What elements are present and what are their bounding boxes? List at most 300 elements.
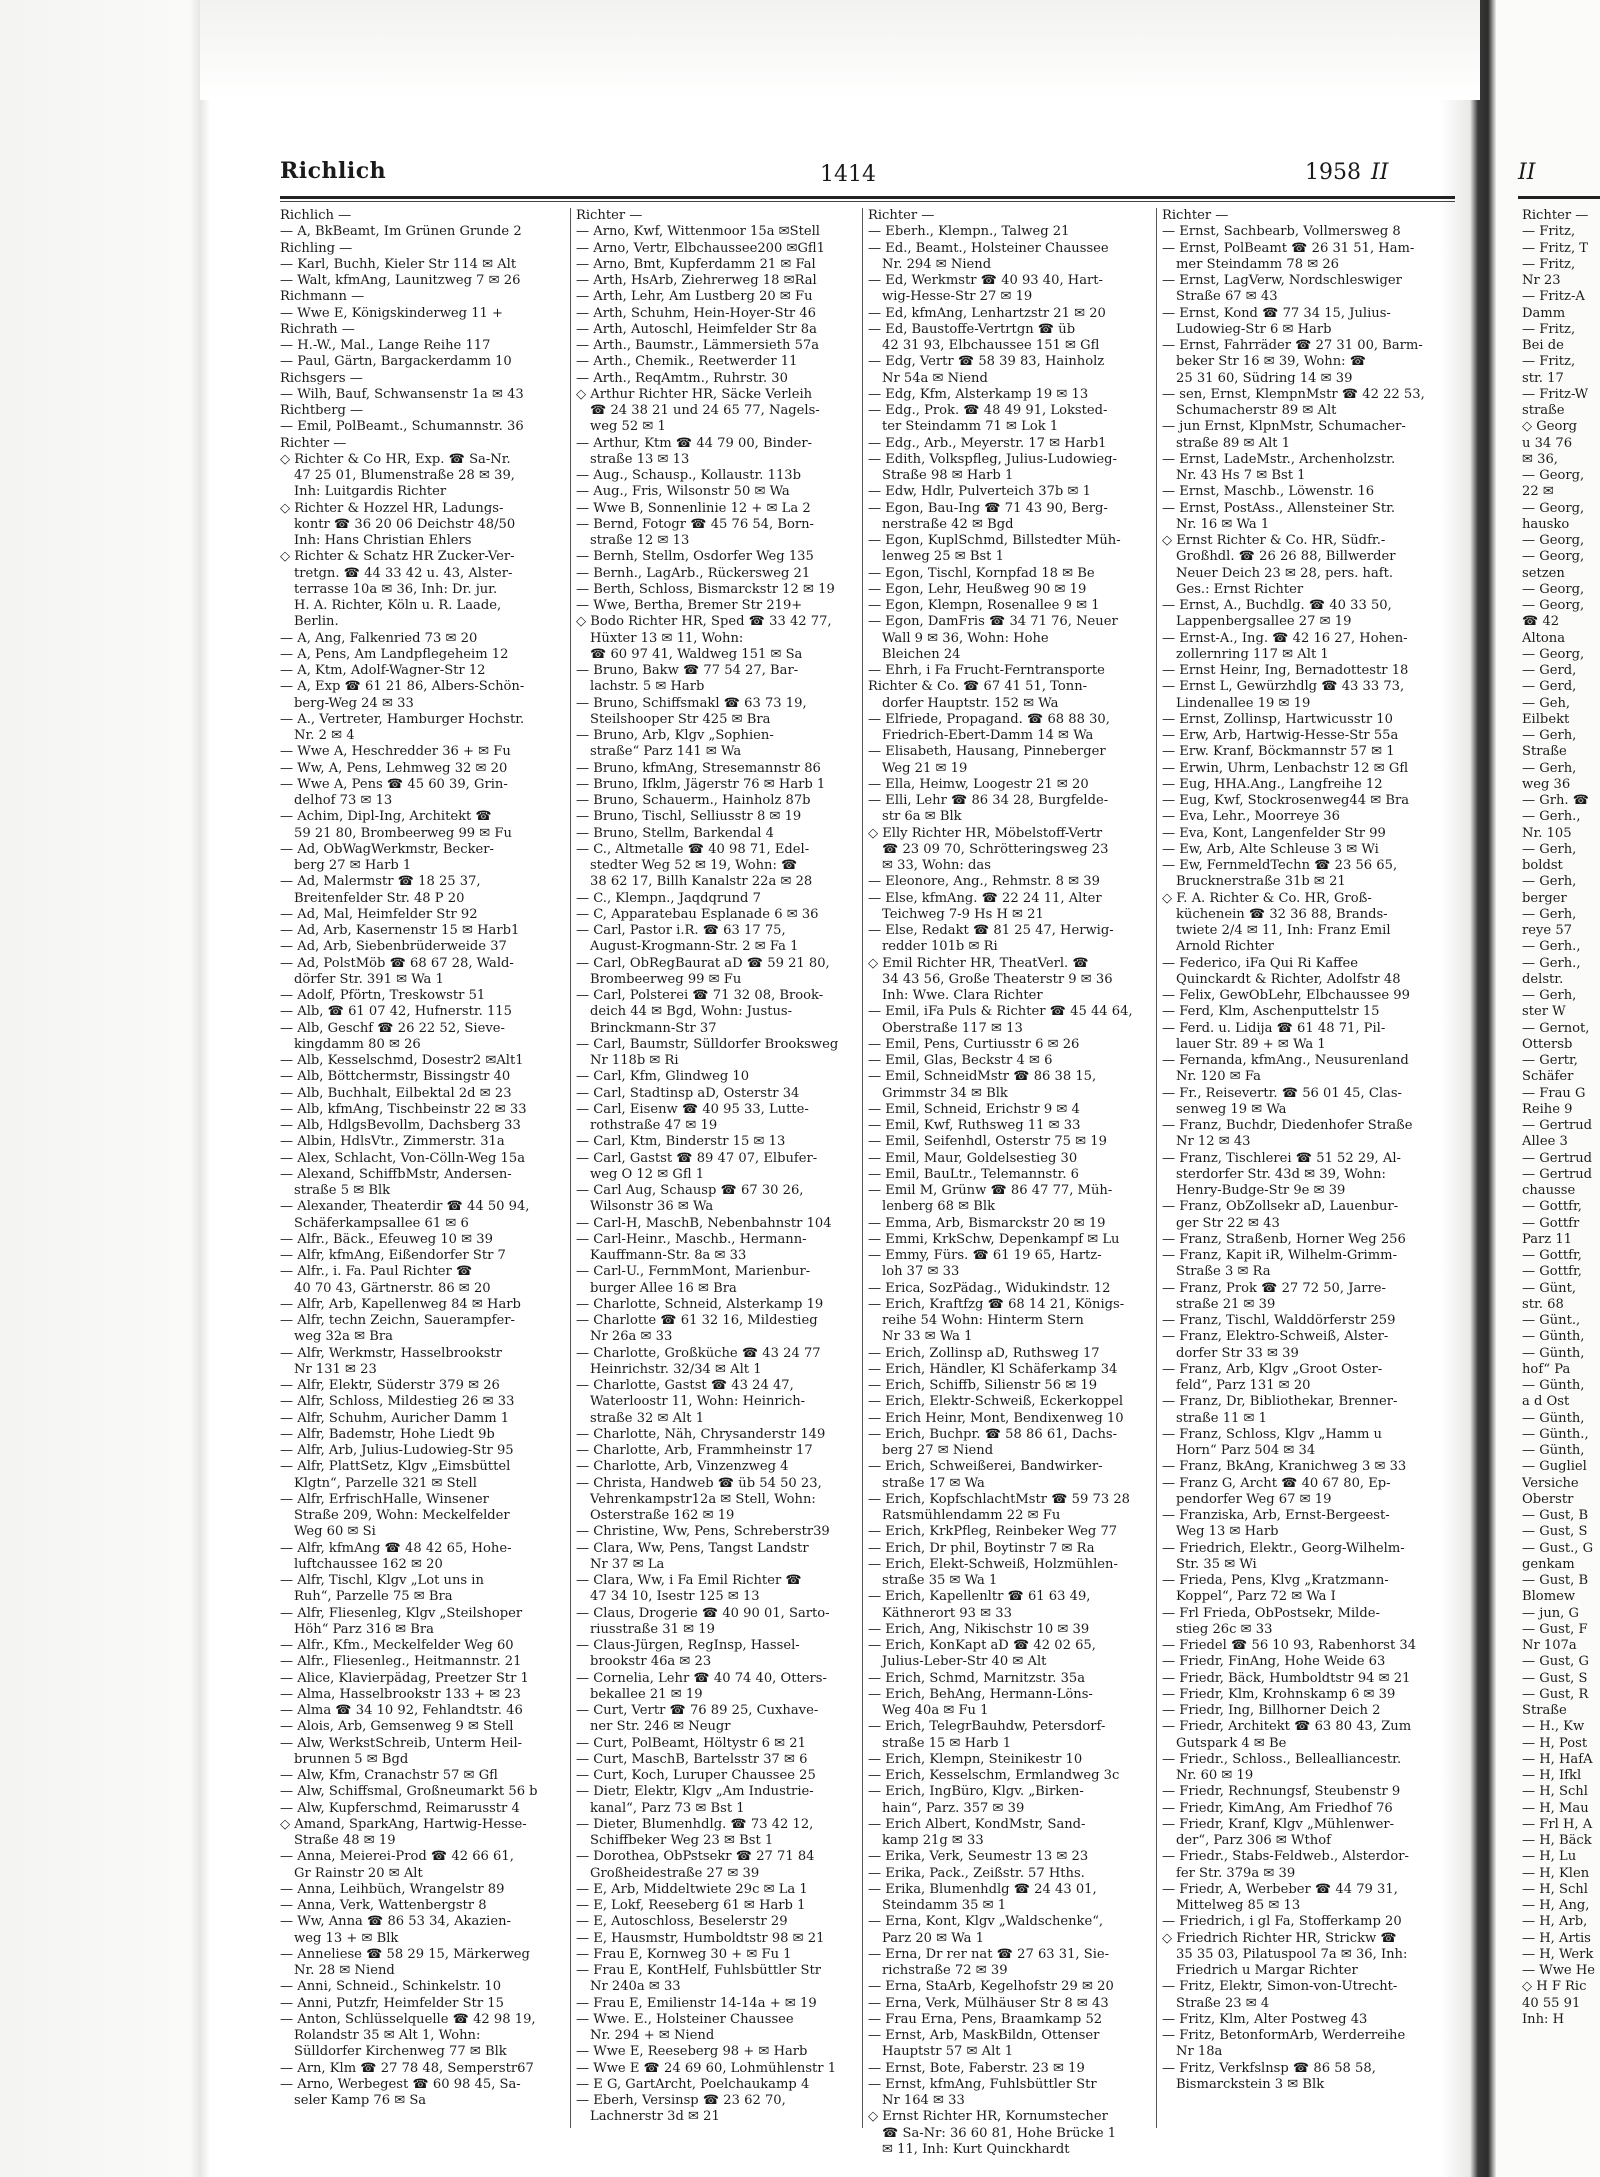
directory-entry-line: — Eva, Kont, Langenfelder Str 99 — [1162, 825, 1386, 841]
directory-entry-line: — Wwe He — [1522, 1963, 1596, 1978]
directory-entry-line: — H, HafA — [1522, 1751, 1593, 1767]
directory-entry-line: — Gerh, — [1522, 841, 1577, 857]
directory-entry-line: str. 68 — [1522, 1296, 1564, 1312]
directory-entry-line: — H, Ang, — [1522, 1898, 1590, 1913]
column-divider — [1156, 208, 1157, 2128]
directory-entry-line: Inh: Luitgardis Richter — [294, 484, 447, 500]
directory-entry-line: — Edg, Kfm, Alsterkamp 19 ✉ 13 — [868, 386, 1089, 402]
directory-entry-line: — Paul, Gärtn, Bargackerdamm 10 — [280, 354, 512, 370]
directory-entry-line: luftchaussee 162 ✉ 20 — [294, 1556, 443, 1572]
directory-entry-line: — Alfr, Schuhm, Auricher Damm 1 — [280, 1410, 510, 1426]
directory-entry-line: — Arth., ReqAmtm., Ruhrstr. 30 — [576, 370, 788, 386]
directory-entry-line: u 34 76 — [1522, 435, 1573, 451]
directory-entry-line: — Alfr, techn Zeichn, Sauerampfer- — [280, 1313, 515, 1328]
directory-entry-line: — Anneliese ☎ 58 29 15, Märkerweg — [280, 1946, 530, 1962]
directory-entry-line: Richter & Co. ☎ 67 41 51, Tonn- — [868, 679, 1088, 695]
directory-entry-line: — Frl Frieda, ObPostsekr, Milde- — [1162, 1605, 1380, 1621]
directory-entry-line: Höh“ Parz 316 ✉ Bra — [294, 1621, 434, 1637]
directory-entry-line: Nr 33 ✉ Wa 1 — [882, 1329, 973, 1345]
directory-entry-line: — Carl, ObRegBaurat aD ☎ 59 21 80, — [576, 955, 830, 971]
directory-entry-line: — Arth, Lehr, Am Lustberg 20 ✉ Fu — [576, 289, 813, 305]
directory-entry-line: — Gerh, — [1522, 760, 1577, 776]
directory-entry-line: Kauffmann-Str. 8a ✉ 33 — [590, 1248, 747, 1263]
directory-entry-line: Straße — [1522, 1703, 1567, 1718]
directory-entry-line: twiete 2/4 ✉ 11, Inh: Franz Emil — [1176, 923, 1391, 938]
directory-entry-line: Versiche — [1522, 1475, 1579, 1491]
directory-entry-line: — Ernst, Fahrräder ☎ 27 31 00, Barm- — [1162, 338, 1423, 353]
directory-entry-line: — Emmy, Fürs. ☎ 61 19 65, Hartz- — [868, 1248, 1102, 1263]
directory-entry-line: — Ad, Mal, Heimfelder Str 92 — [280, 906, 478, 922]
directory-entry-line: — Albin, HdlsVtr., Zimmerstr. 31a — [280, 1134, 505, 1150]
directory-entry-line: — Gerh, — [1522, 874, 1577, 890]
directory-entry-line: Hauptstr 57 ✉ Alt 1 — [882, 2044, 1014, 2060]
directory-entry-line: — Egon, Klempn, Rosenallee 9 ✉ 1 — [868, 598, 1100, 613]
directory-entry-line: — Ernst, PolBeamt ☎ 26 31 51, Ham- — [1162, 240, 1415, 256]
directory-entry-line: Klgtn“, Parzelle 321 ✉ Stell — [294, 1475, 477, 1491]
directory-entry-line: — Erich, Kraftfzg ☎ 68 14 21, Königs- — [868, 1296, 1125, 1312]
directory-entry-line: — Charlotte, Arb, Frammheinstr 17 — [576, 1443, 813, 1458]
directory-entry-line: — Alb, HdlgsBevollm, Dachsberg 33 — [280, 1118, 521, 1133]
column-divider — [862, 208, 863, 2128]
directory-entry-line: — Ferd. u. Lidija ☎ 61 48 71, Pil- — [1162, 1020, 1386, 1036]
directory-entry-line: — A, Ktm, Adolf-Wagner-Str 12 — [280, 663, 486, 678]
directory-entry-line: ◇ Richter & Hozzel HR, Ladungs- — [280, 500, 504, 516]
directory-entry-line: ☎ 23 09 70, Schrötteringsweg 23 — [882, 841, 1109, 857]
directory-entry-line: stieg 26c ✉ 33 — [1176, 1621, 1273, 1637]
directory-entry-line: straße 35 ✉ Wa 1 — [882, 1573, 998, 1588]
directory-entry-line: — Edg., Prok. ☎ 48 49 91, Loksted- — [868, 403, 1108, 418]
directory-entry-line: — Charlotte, Gastst ☎ 43 24 47, — [576, 1378, 794, 1393]
directory-entry-line: Koppel“, Parz 72 ✉ Wa I — [1176, 1589, 1336, 1605]
directory-entry-line: Nr. 2 ✉ 4 — [294, 728, 355, 743]
directory-entry-line: loh 37 ✉ 33 — [882, 1264, 960, 1280]
directory-entry-line: 47 25 01, Blumenstraße 28 ✉ 39, — [294, 468, 515, 483]
directory-entry-line: — Emma, Arb, Bismarckstr 20 ✉ 19 — [868, 1215, 1106, 1231]
directory-entry-line: — Emil M, Grünw ☎ 86 47 77, Müh- — [868, 1183, 1113, 1198]
directory-entry-line: — Alfr, kfmAng ☎ 48 42 65, Hohe- — [280, 1540, 512, 1556]
directory-entry-line: — Anna, Leihbüch, Wrangelstr 89 — [280, 1881, 505, 1897]
directory-entry-line: — Gust, F — [1522, 1621, 1588, 1637]
directory-entry-line: Grimmstr 34 ✉ Blk — [882, 1085, 1008, 1101]
directory-entry-line: — Alfr, Werkmstr, Hasselbrookstr — [280, 1345, 502, 1361]
directory-entry-line: Straße 67 ✉ 43 — [1176, 289, 1278, 305]
directory-entry-line: 22 ✉ — [1522, 484, 1554, 500]
directory-entry-line: — Anna, Verk, Wattenbergstr 8 — [280, 1898, 487, 1913]
directory-entry-line: — Egon, KuplSchmd, Billstedter Müh- — [868, 533, 1121, 548]
directory-entry-line: — Fritz-A — [1522, 289, 1585, 305]
directory-entry-line: — Erna, Kont, Klgv „Waldschenke“, — [868, 1914, 1104, 1930]
directory-entry-line: Allee 3 — [1522, 1134, 1568, 1150]
directory-entry-line: delhof 73 ✉ 13 — [294, 793, 393, 808]
directory-entry-line: — Günth., — [1522, 1426, 1589, 1442]
directory-entry-line: straße 12 ✉ 13 — [590, 533, 690, 548]
directory-entry-line: — Gugliel — [1522, 1459, 1587, 1475]
directory-entry-line: — Charlotte, Arb, Vinzenzweg 4 — [576, 1459, 789, 1475]
directory-entry-line: ☎ 24 38 21 und 24 65 77, Nagels- — [590, 403, 820, 418]
directory-entry-line: — Emil, SchneidMstr ☎ 86 38 15, — [868, 1069, 1097, 1085]
directory-entry-line: — Erna, StaArb, Kegelhofstr 29 ✉ 20 — [868, 1979, 1114, 1995]
directory-entry-line: — E G, GartArcht, Poelchaukamp 4 — [576, 2076, 810, 2092]
directory-entry-line: — Adolf, Pförtn, Treskowstr 51 — [280, 988, 486, 1003]
directory-entry-line: — Anni, Putzfr, Heimfelder Str 15 — [280, 1995, 504, 2011]
directory-entry-line: — Alw, Schiffsmal, Großneumarkt 56 b — [280, 1784, 538, 1800]
directory-entry-line: — Emil, Schneid, Erichstr 9 ✉ 4 — [868, 1101, 1080, 1117]
directory-entry-line: — Alfr, Bademstr, Hohe Liedt 9b — [280, 1426, 495, 1442]
directory-entry-line: Inh: Wwe. Clara Richter — [882, 988, 1043, 1003]
directory-entry-line: — Dorothea, ObPstsekr ☎ 27 71 84 — [576, 1849, 815, 1865]
directory-entry-line: — Ernst, Bote, Faberstr. 23 ✉ 19 — [868, 2060, 1085, 2076]
directory-entry-line: — Bruno, Bakw ☎ 77 54 27, Bar- — [576, 663, 799, 678]
directory-entry-line: — Franz G, Archt ☎ 40 67 80, Ep- — [1162, 1475, 1391, 1491]
directory-entry-line: August-Krogmann-Str. 2 ✉ Fa 1 — [590, 939, 799, 955]
directory-entry-line: Brinckmann-Str 37 — [590, 1020, 717, 1036]
directory-entry-line: — Ernst, Arb, MaskBildn, Ottenser — [868, 2028, 1100, 2043]
directory-entry-line: Brucknerstraße 31b ✉ 21 — [1176, 874, 1346, 890]
directory-entry-line: Inh: H — [1522, 2011, 1565, 2027]
directory-entry-line: Steindamm 35 ✉ 1 — [882, 1898, 1007, 1913]
directory-entry-line: — Franz, Arb, Klgv „Groot Oster- — [1162, 1361, 1383, 1377]
directory-entry-line: — Erich, Schweißerei, Bandwirker- — [868, 1459, 1103, 1475]
directory-entry-line: — Erich Heinr, Mont, Bendixenweg 10 — [868, 1410, 1124, 1426]
next-page-header-rule — [1518, 196, 1600, 199]
directory-entry-line: — Alfr, Arb, Julius-Ludowieg-Str 95 — [280, 1443, 514, 1458]
directory-entry-line: Nr. 105 — [1522, 825, 1572, 841]
directory-entry-line: — Emmi, KrkSchw, Depenkampf ✉ Lu — [868, 1231, 1120, 1247]
directory-entry-line: Richter — — [280, 435, 347, 451]
directory-entry-line: Wall 9 ✉ 36, Wohn: Hohe — [882, 630, 1049, 646]
directory-entry-line: — Erwin, Uhrm, Lenbachstr 12 ✉ Gfl — [1162, 760, 1409, 776]
directory-entry-line: ✉ 33, Wohn: das — [882, 858, 991, 873]
directory-entry-line: berg 27 ✉ Niend — [882, 1443, 994, 1458]
directory-entry-line: Ruh“, Parzelle 75 ✉ Bra — [294, 1589, 453, 1605]
directory-entry-line: ◇ F. A. Richter & Co. HR, Groß- — [1162, 890, 1372, 906]
directory-entry-line: Straße — [1522, 744, 1567, 760]
directory-entry-line: — Else, kfmAng. ☎ 22 24 11, Alter — [868, 890, 1102, 906]
directory-entry-line: Bleichen 24 — [882, 646, 961, 662]
directory-entry-line: — Ew, FernmeldTechn ☎ 23 56 65, — [1162, 858, 1398, 873]
directory-entry-line: — Franz, Buchdr, Diedenhofer Straße — [1162, 1118, 1413, 1133]
directory-entry-line: — Alfr., Kfm., Meckelfelder Weg 60 — [280, 1638, 514, 1653]
directory-entry-line: — H, Arb, — [1522, 1914, 1588, 1930]
directory-entry-line: — Frau E, Kornweg 30 + ✉ Fu 1 — [576, 1946, 792, 1962]
directory-entry-line: — Franz, Tischl, Walddörferstr 259 — [1162, 1313, 1396, 1328]
directory-entry-line: Schumacherstr 89 ✉ Alt — [1176, 403, 1337, 418]
directory-entry-line: delstr. — [1522, 971, 1564, 987]
directory-entry-line: — Franz, Kapit iR, Wilhelm-Grimm- — [1162, 1248, 1397, 1263]
directory-entry-line: — Franz, Elektro-Schweiß, Alster- — [1162, 1329, 1389, 1345]
directory-entry-line: Nr. 60 ✉ 19 — [1176, 1768, 1254, 1783]
directory-entry-line: ☎ 60 97 41, Waldweg 151 ✉ Sa — [590, 646, 803, 662]
directory-entry-line: Nr 26a ✉ 33 — [590, 1329, 673, 1345]
directory-entry-line: — Gerh, — [1522, 906, 1577, 922]
directory-entry-line: — Egon, Tischl, Kornpfad 18 ✉ Be — [868, 565, 1095, 581]
directory-entry-line: — Erich Albert, KondMstr, Sand- — [868, 1816, 1086, 1832]
directory-entry-line: ◇ Ernst Richter HR, Kornumstecher — [868, 2109, 1108, 2125]
directory-entry-line: 40 70 43, Gärtnerstr. 86 ✉ 20 — [294, 1280, 491, 1296]
directory-entry-line: — Alice, Klavierpädag, Preetzer Str 1 — [280, 1670, 529, 1686]
directory-entry-line: riusstraße 31 ✉ 19 — [590, 1621, 715, 1637]
directory-entry-line: — Gust, B — [1522, 1573, 1589, 1588]
directory-entry-line: Schiffbeker Weg 23 ✉ Bst 1 — [590, 1833, 774, 1848]
directory-entry-line: Horn“ Parz 504 ✉ 34 — [1176, 1443, 1316, 1458]
directory-entry-line: ☎ Sa-Nr: 36 60 81, Hohe Brücke 1 — [882, 2125, 1117, 2141]
directory-entry-line: — Friedrich, Elektr., Georg-Wilhelm- — [1162, 1540, 1405, 1556]
directory-entry-line: — Erich, Dr phil, Boytinstr 7 ✉ Ra — [868, 1540, 1095, 1556]
directory-entry-line: lenweg 25 ✉ Bst 1 — [882, 549, 1004, 565]
directory-entry-line: weg O 12 ✉ Gfl 1 — [590, 1166, 705, 1182]
directory-entry-line: — Alb, Böttchermstr, Bissingstr 40 — [280, 1069, 511, 1085]
directory-entry-line: — Edg, Vertr ☎ 58 39 83, Hainholz — [868, 354, 1105, 370]
directory-entry-line: — Arth, Schuhm, Hein-Hoyer-Str 46 — [576, 305, 816, 321]
directory-entry-line: Nr. 294 + ✉ Niend — [590, 2028, 715, 2043]
directory-entry-line: — Bernh., LagArb., Rückersweg 21 — [576, 565, 811, 581]
directory-entry-line: — Else, Redakt ☎ 81 25 47, Herwig- — [868, 923, 1114, 938]
directory-entry-line: ster W — [1522, 1004, 1566, 1020]
directory-entry-line: wig-Hesse-Str 27 ✉ 19 — [882, 289, 1033, 305]
directory-entry-line: straße 21 ✉ 39 — [1176, 1296, 1276, 1312]
directory-entry-line: — Gertrud — [1522, 1118, 1593, 1133]
directory-entry-line: — Ernst, Zollinsp, Hartwicusstr 10 — [1162, 711, 1393, 727]
directory-entry-line: pendorfer Weg 67 ✉ 19 — [1176, 1491, 1332, 1507]
directory-entry-line: ◇ Georg — [1522, 419, 1577, 435]
next-page-column — [1522, 208, 1600, 2028]
directory-entry-line: Richling — — [280, 240, 353, 256]
directory-entry-line: — Gottfr — [1522, 1215, 1580, 1231]
directory-entry-line: senweg 19 ✉ Wa — [1176, 1101, 1287, 1117]
directory-entry-line: — C., Klempn., Jaqdqrund 7 — [576, 890, 761, 906]
directory-entry-line: — Arno, Vertr, Elbchaussee200 ✉Gfl1 — [576, 240, 825, 256]
directory-entry-line: — H, Bäck — [1522, 1833, 1592, 1848]
directory-entry-line: — Ernst Heinr, Ing, Bernadottestr 18 — [1162, 663, 1409, 678]
directory-entry-line: — Carl, Kfm, Glindweg 10 — [576, 1069, 750, 1085]
directory-entry-line: Nr. 294 ✉ Niend — [882, 256, 992, 272]
directory-entry-line: — Christine, Ww, Pens, Schreberstr39 — [576, 1524, 830, 1540]
directory-entry-line: straße 13 ✉ 13 — [590, 451, 690, 467]
directory-entry-line: — Ed., Beamt., Holsteiner Chaussee — [868, 240, 1109, 256]
directory-entry-line: — Arn, Klm ☎ 27 78 48, Semperstr67 — [280, 2060, 534, 2076]
directory-entry-line: straße“ Parz 141 ✉ Wa — [590, 744, 742, 760]
directory-entry-line: — C., Altmetalle ☎ 40 98 71, Edel- — [576, 841, 810, 857]
directory-entry-line: 59 21 80, Brombeerweg 99 ✉ Fu — [294, 825, 512, 841]
directory-entry-line: — Anton, Schlüsselquelle ☎ 42 98 19, — [280, 2011, 536, 2027]
directory-entry-line: Nr 118b ✉ Ri — [590, 1053, 679, 1068]
directory-entry-line: redder 101b ✉ Ri — [882, 939, 998, 955]
directory-entry-line: — Carl, Stadtinsp aD, Osterstr 34 — [576, 1085, 800, 1101]
directory-entry-line: — Gerh., — [1522, 955, 1581, 971]
column-divider — [570, 208, 571, 2128]
directory-entry-line: — Gerh., — [1522, 939, 1581, 955]
directory-entry-line: a d Ost — [1522, 1394, 1570, 1410]
directory-entry-line: — Günth, — [1522, 1345, 1585, 1361]
directory-entry-line: — Federico, iFa Qui Ri Kaffee — [1162, 955, 1358, 971]
directory-entry-line: — Georg, — [1522, 581, 1585, 597]
directory-entry-line: — Emil, Kwf, Ruthsweg 11 ✉ 33 — [868, 1118, 1081, 1133]
directory-entry-line: stedter Weg 52 ✉ 19, Wohn: ☎ — [590, 858, 798, 873]
directory-entry-line: Parz 20 ✉ Wa 1 — [882, 1930, 984, 1946]
directory-entry-line: — Curt, PolBeamt, Höltystr 6 ✉ 21 — [576, 1735, 806, 1751]
directory-entry-line: — Georg, — [1522, 549, 1585, 565]
directory-column-2 — [576, 208, 854, 2126]
directory-entry-line: Nr 54a ✉ Niend — [882, 370, 988, 386]
directory-entry-line: kamp 21g ✉ 33 — [882, 1833, 984, 1848]
directory-entry-line: dorfer Hauptstr. 152 ✉ Wa — [882, 695, 1059, 711]
directory-entry-line: Sülldorfer Kirchenweg 77 ✉ Blk — [294, 2044, 507, 2060]
directory-entry-line: hausko — [1522, 516, 1570, 532]
directory-entry-line: Brombeerweg 99 ✉ Fu — [590, 971, 742, 987]
directory-column-4 — [1162, 208, 1440, 2093]
directory-entry-line: Ges.: Ernst Richter — [1176, 581, 1304, 597]
directory-entry-line: küchenein ☎ 32 36 88, Brands- — [1176, 906, 1388, 922]
directory-entry-line: — Gerd, — [1522, 679, 1577, 695]
directory-entry-line: — Günth, — [1522, 1329, 1585, 1345]
directory-entry-line: — Ww, A, Pens, Lehmweg 32 ✉ 20 — [280, 760, 508, 776]
directory-entry-line: — Fritz, BetonformArb, Werderreihe — [1162, 2028, 1406, 2043]
directory-entry-line: Damm — [1522, 305, 1566, 321]
directory-entry-line: 42 31 93, Elbchaussee 151 ✉ Gfl — [882, 338, 1100, 353]
directory-entry-line: brunnen 5 ✉ Bgd — [294, 1751, 409, 1767]
directory-entry-line: — Clara, Ww, Pens, Tangst Landstr — [576, 1540, 809, 1556]
directory-entry-line: — Elfriede, Propagand. ☎ 68 88 30, — [868, 711, 1110, 727]
directory-entry-line: Hüxter 13 ✉ 11, Wohn: — [590, 630, 744, 646]
directory-entry-line: — Gerh, — [1522, 988, 1577, 1003]
directory-entry-line: — Ernst L, Gewürzhdlg ☎ 43 33 73, — [1162, 679, 1405, 695]
directory-entry-line: — E, Lokf, Reeseberg 61 ✉ Harb 1 — [576, 1898, 806, 1913]
directory-entry-line: — Alfr, PlattSetz, Klgv „Eimsbüttel — [280, 1459, 511, 1475]
directory-entry-line: — Anni, Schneid., Schinkelstr. 10 — [280, 1979, 502, 1995]
directory-entry-line: — Ed, Werkmstr ☎ 40 93 40, Hart- — [868, 273, 1103, 288]
directory-entry-line: — Arth., Chemik., Reetwerder 11 — [576, 354, 798, 370]
header-rule — [280, 196, 1455, 199]
directory-entry-line: Gr Rainstr 20 ✉ Alt — [294, 1865, 423, 1881]
directory-entry-line: — Gust, R — [1522, 1686, 1589, 1702]
directory-entry-line: — Bernd, Fotogr ☎ 45 76 54, Born- — [576, 516, 814, 532]
directory-entry-line: beker Str 16 ✉ 39, Wohn: ☎ — [1176, 354, 1367, 370]
directory-entry-line: — sen, Ernst, KlempnMstr ☎ 42 22 53, — [1162, 386, 1425, 402]
directory-entry-line: — E, Autoschloss, Beselerstr 29 — [576, 1914, 788, 1930]
directory-entry-line: — Erika, Pack., Zeißstr. 57 Hths. — [868, 1865, 1085, 1881]
directory-entry-line: — Carl, Ktm, Binderstr 15 ✉ 13 — [576, 1134, 786, 1150]
directory-entry-line: straße 89 ✉ Alt 1 — [1176, 435, 1291, 451]
directory-entry-line: Richrath — — [280, 321, 355, 337]
directory-entry-line: 38 62 17, Billh Kanalstr 22a ✉ 28 — [590, 874, 813, 890]
directory-entry-line: Weg 21 ✉ 19 — [882, 760, 968, 776]
directory-entry-line: Lindenallee 19 ✉ 19 — [1176, 695, 1311, 711]
directory-entry-line: — Alex, Schlacht, Von-Cölln-Weg 15a — [280, 1150, 526, 1166]
directory-entry-line: — Günth, — [1522, 1410, 1585, 1426]
directory-entry-line: — Erich, KonKapt aD ☎ 42 02 65, — [868, 1638, 1096, 1653]
directory-entry-line: feld“, Parz 131 ✉ 20 — [1176, 1378, 1311, 1393]
directory-entry-line: — Ernst, Sachbearb, Vollmersweg 8 — [1162, 224, 1401, 240]
directory-entry-line: Richsgers — — [280, 370, 363, 386]
directory-entry-line: — Gust, S — [1522, 1670, 1588, 1686]
directory-entry-line: Altona — [1522, 630, 1566, 646]
directory-entry-line: Inh: Hans Christian Ehlers — [294, 533, 472, 548]
directory-entry-line: Käthnerort 93 ✉ 33 — [882, 1605, 1012, 1621]
directory-entry-line: — Fritz, Klm, Alter Postweg 43 — [1162, 2011, 1368, 2027]
directory-entry-line: — Ella, Heimw, Loogestr 21 ✉ 20 — [868, 776, 1089, 792]
directory-entry-line: 25 31 60, Südring 14 ✉ 39 — [1176, 370, 1353, 386]
directory-entry-line: — H, Werk — [1522, 1946, 1594, 1962]
directory-entry-line: Weg 60 ✉ Si — [294, 1524, 376, 1540]
directory-entry-line: richstraße 72 ✉ 39 — [882, 1963, 1008, 1978]
directory-entry-line: — Ad, Malermstr ☎ 18 25 37, — [280, 874, 481, 890]
directory-entry-line: — H, Lu — [1522, 1849, 1577, 1865]
directory-entry-line: ✉ 36, — [1522, 451, 1558, 467]
directory-column-3 — [868, 208, 1146, 2158]
directory-entry-line: Osterstraße 162 ✉ 19 — [590, 1508, 735, 1523]
directory-entry-line: — jun, G — [1522, 1605, 1579, 1621]
directory-entry-line: — Emil, Glas, Beckstr 4 ✉ 6 — [868, 1053, 1053, 1068]
directory-entry-line: — Bruno, Ifklm, Jägerstr 76 ✉ Harb 1 — [576, 776, 826, 792]
directory-entry-line: Nr 240a ✉ 33 — [590, 1979, 681, 1995]
directory-entry-line: Oberstr — [1522, 1491, 1574, 1507]
directory-entry-line: Neuer Deich 23 ✉ 28, pers. haft. — [1176, 565, 1394, 581]
directory-entry-line: — Gerd, — [1522, 663, 1577, 678]
directory-entry-line: — Günth, — [1522, 1443, 1585, 1458]
directory-entry-line: — Frl H, A — [1522, 1816, 1593, 1832]
directory-entry-line: — H, Mau — [1522, 1800, 1589, 1816]
directory-entry-line: — Frau G — [1522, 1085, 1586, 1101]
directory-entry-line: — Alfr, Elektr, Süderstr 379 ✉ 26 — [280, 1378, 500, 1393]
directory-entry-line: hain“, Parz. 357 ✉ 39 — [882, 1800, 1025, 1816]
directory-entry-line: — Gottfr, — [1522, 1264, 1582, 1280]
directory-entry-line: Breitenfelder Str. 48 P 20 — [294, 890, 465, 906]
directory-entry-line: — Alb, kfmAng, Tischbeinstr 22 ✉ 33 — [280, 1101, 527, 1117]
directory-entry-line: — Carl-U., FernmMont, Marienbur- — [576, 1264, 811, 1280]
directory-entry-line: — C, Apparatebau Esplanade 6 ✉ 36 — [576, 906, 819, 922]
directory-entry-line: reye 57 — [1522, 923, 1572, 938]
directory-entry-line: — Carl-Heinr., Maschb., Hermann- — [576, 1231, 807, 1247]
directory-entry-line: setzen — [1522, 565, 1565, 581]
directory-entry-line: — E, Hausmstr, Humboldtstr 98 ✉ 21 — [576, 1930, 825, 1946]
directory-entry-line: berg-Weg 24 ✉ 33 — [294, 695, 414, 711]
directory-entry-line: — Wwe A, Pens ☎ 45 60 39, Grin- — [280, 776, 508, 792]
directory-entry-line: Weg 13 ✉ Harb — [1176, 1524, 1279, 1540]
directory-entry-line: — Egon, DamFris ☎ 34 71 76, Neuer — [868, 614, 1118, 630]
directory-entry-line: — Charlotte, Großküche ☎ 43 24 77 — [576, 1345, 821, 1361]
directory-entry-line: — Arth, Autoschl, Heimfelder Str 8a — [576, 321, 817, 337]
directory-entry-line: Richmann — — [280, 289, 365, 305]
directory-entry-line: — jun Ernst, KlpnMstr, Schumacher- — [1162, 419, 1406, 435]
directory-entry-line: — Emil, PolBeamt., Schumannstr. 36 — [280, 419, 524, 435]
directory-entry-line: — Frau E, Emilienstr 14-14a + ✉ 19 — [576, 1995, 817, 2011]
directory-entry-line: — Carl, Pastor i.R. ☎ 63 17 75, — [576, 923, 786, 938]
directory-entry-line: — Arno, Kwf, Wittenmoor 15a ✉Stell — [576, 224, 820, 240]
directory-entry-line: — Wwe E, Reeseberg 98 + ✉ Harb — [576, 2044, 808, 2060]
directory-entry-line: — Erich, Elekt-Schweiß, Holzmühlen- — [868, 1556, 1118, 1572]
directory-entry-line: Mittelweg 85 ✉ 13 — [1176, 1898, 1301, 1913]
directory-entry-line: ◇ Ernst Richter & Co. HR, Südfr.- — [1162, 533, 1386, 548]
directory-entry-line: — Günth, — [1522, 1378, 1585, 1393]
directory-entry-line: — Ernst, LadeMstr., Archenholzstr. — [1162, 451, 1396, 467]
directory-entry-line: — Erich, Händler, Kl Schäferkamp 34 — [868, 1361, 1118, 1377]
directory-entry-line: Richter — — [1522, 208, 1589, 223]
directory-entry-line: Rolandstr 35 ✉ Alt 1, Wohn: — [294, 2028, 481, 2043]
directory-entry-line: — Ernst, LagVerw, Nordschleswiger — [1162, 273, 1402, 288]
directory-entry-line: — Curt, Koch, Luruper Chaussee 25 — [576, 1768, 816, 1783]
directory-entry-line: — Gust, B — [1522, 1508, 1589, 1523]
directory-entry-line: — Aug., Schausp., Kollaustr. 113b — [576, 468, 802, 483]
directory-entry-line: ◇ H F Ric — [1522, 1979, 1587, 1995]
directory-entry-line: — Carl, Eisenw ☎ 40 95 33, Lutte- — [576, 1101, 809, 1117]
directory-entry-line: — Ew, Arb, Alte Schleuse 3 ✉ Wi — [1162, 841, 1379, 857]
directory-entry-line: Nr. 43 Hs 7 ✉ Bst 1 — [1176, 468, 1306, 483]
directory-entry-line: 35 35 03, Pilatuspool 7a ✉ 36, Inh: — [1176, 1946, 1408, 1962]
directory-entry-line: — Erica, SozPädag., Widukindstr. 12 — [868, 1280, 1111, 1296]
directory-entry-line: — Friedr, FinAng, Hohe Weide 63 — [1162, 1654, 1386, 1670]
directory-entry-line: — Friedr, A, Werbeber ☎ 44 79 31, — [1162, 1881, 1398, 1897]
directory-entry-line: rothstraße 47 ✉ 19 — [590, 1118, 718, 1133]
